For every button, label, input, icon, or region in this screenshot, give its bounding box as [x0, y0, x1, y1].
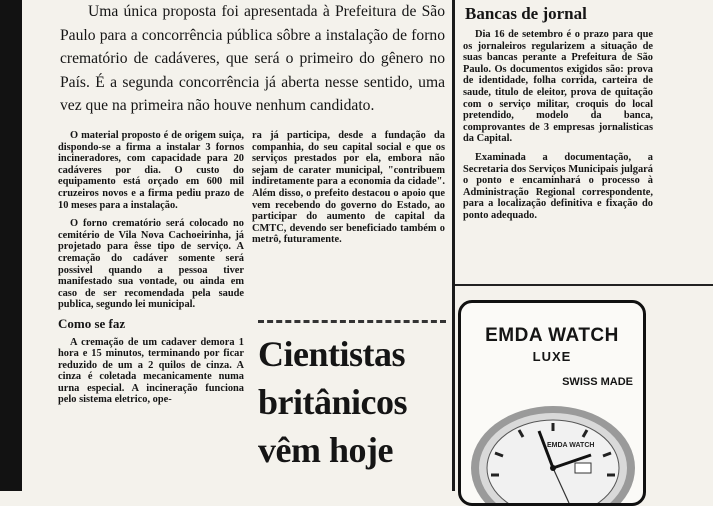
article-column-2: [252, 130, 445, 253]
watch-advertisement: [458, 300, 646, 506]
col2-paragraph-1: ra já participa, desde a fundação da companhia, do seu capital social e que os serviços prestados por ela, embora não sejam de carater municipal, "contribuem indiretamente para a economia da cidade". Além disso, o prefeito destacou o apoio que vem recebendo do governo do Estado, ao participar do aumento de capital da CMTC, devendo ser beneficiado também o metrô, futuramente.: [252, 130, 445, 246]
article-column-1: [58, 130, 244, 413]
ad-line: LUXE: [532, 349, 572, 364]
headline-line-2: britânicos: [258, 382, 408, 422]
col1-paragraph-3: A cremação de um cadaver demora 1 hora e 15 minutos, terminando por ficar reduzido de um a 2 quilos de cinza. A cinza é coletada mecanicamente numa urna especial. A incineração funciona pelo sistema eletrico, ope-: [58, 336, 244, 406]
horizontal-rule: [455, 284, 713, 286]
ad-tagline: SWISS MADE: [562, 376, 633, 388]
watch-icon: [461, 383, 643, 506]
lead-paragraph: [60, 0, 445, 118]
headline-line-3: vêm hoje: [258, 430, 393, 470]
ad-brand: EMDA WATCH: [485, 325, 619, 346]
col3-paragraph-1: Dia 16 de setembro é o prazo para que os jornaleiros regularizem a situação de suas bancas perante a Prefeitura de São Paulo. Os documentos exigidos são: prova de identidade, folha corrida, carteira de saude, titulo de eleitor, prova de quitação com o serviço militar, croquis do local pretendido, modelo da banca, comprovantes de 3 empresas jornalisticas da Capital.: [463, 29, 653, 145]
left-edge-shadow: [0, 0, 22, 491]
headline-cientistas: [258, 330, 453, 474]
col3-paragraph-2: Examinada a documentação, a Secretaria dos Serviços Municipais julgará o ponto e encaminhará o processo à Administração Regional correspondente, para a localização definitiva e fixação do ponto adequado.: [463, 151, 653, 221]
headline-line-1: Cientistas: [258, 334, 405, 374]
dial-brand: EMDA WATCH: [547, 442, 595, 449]
col1-subhead: Como se faz: [58, 315, 126, 331]
col1-paragraph-2: O forno crematório será colocado no cemitério de Vila Nova Cachoeirinha, já projetado para êsse tipo de serviço. A cremação do cadáver somente será possivel quando a pessoa tiver manifestado sua vontade, ou ainda em caso de ser recomendada pela saude publica, segundo lei municipal.: [58, 218, 244, 311]
col1-paragraph-1: O material proposto é de origem suiça, dispondo-se a firma a instalar 3 fornos incineradores, com capacidade para 20 cadáveres por dia. O custo do equipamento está orçado em 600 mil cruzeiros novos e a firma pediu prazo de 10 meses para a instalação.: [58, 130, 244, 211]
bancas-title: Bancas de jornal: [465, 4, 587, 23]
lead-text: Uma única proposta foi apresentada à Prefeitura de São Paulo para a concorrência pública sôbre a instalação de forno crematório de cadáveres, que será o primeiro do gênero no País. É a segunda concorrência já aberta nesse sentido, uma vez que na primeira não houve nenhum candidato.: [60, 3, 445, 114]
article-column-3: [463, 29, 653, 229]
column-divider: [452, 0, 455, 491]
dashed-separator: [258, 320, 446, 323]
